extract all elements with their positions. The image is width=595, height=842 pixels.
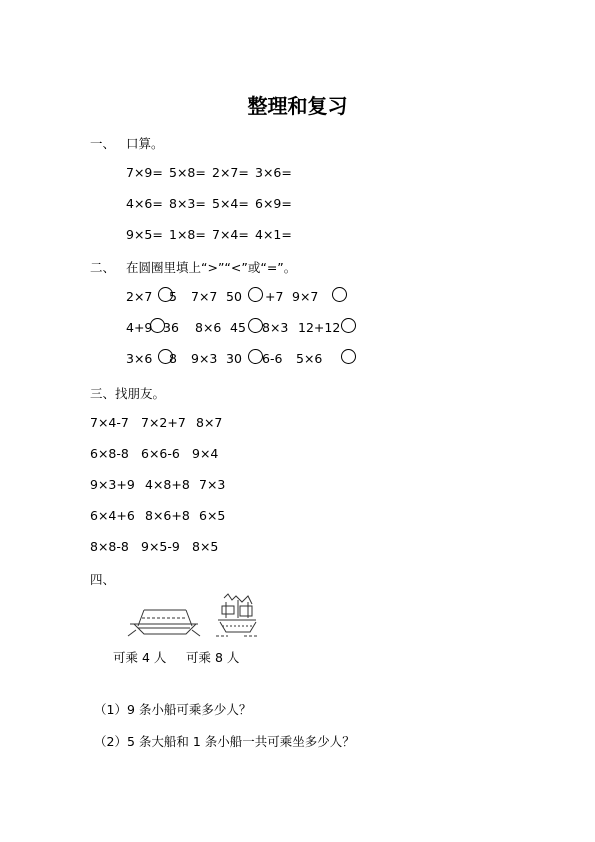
match-expression[interactable]: 9×4 [192, 446, 219, 461]
compare-answer-circle[interactable] [332, 287, 347, 302]
mental-math-item: 8×3= [169, 196, 206, 211]
mental-math-item: 4×6= [126, 196, 163, 211]
compare-answer-circle[interactable] [341, 318, 356, 333]
compare-expression: +7 [265, 289, 284, 304]
mental-math-item: 5×4= [212, 196, 249, 211]
compare-expression: 12+12 [298, 320, 341, 335]
page-title: 整理和复习 [247, 94, 348, 118]
compare-expression: 7×7 [191, 289, 218, 304]
match-expression[interactable]: 8×7 [196, 415, 223, 430]
match-expression[interactable]: 9×3+9 [90, 477, 135, 492]
match-expression[interactable]: 8×6+8 [145, 508, 190, 523]
match-expression[interactable]: 7×3 [199, 477, 226, 492]
compare-answer-circle[interactable] [248, 287, 263, 302]
compare-answer-circle[interactable] [150, 318, 165, 333]
mental-math-item: 3×6= [255, 165, 292, 180]
compare-expression: 8 [169, 351, 177, 366]
compare-answer-circle[interactable] [248, 349, 263, 364]
match-expression[interactable]: 6×8-8 [90, 446, 129, 461]
match-expression[interactable]: 8×5 [192, 539, 219, 554]
compare-expression: 4+9 [126, 320, 153, 335]
compare-expression: 9×7 [292, 289, 319, 304]
compare-expression: 3×6 [126, 351, 153, 366]
match-expression[interactable]: 7×4-7 [90, 415, 129, 430]
compare-expression: 5 [169, 289, 177, 304]
compare-answer-circle[interactable] [341, 349, 356, 364]
compare-expression: 6-6 [262, 351, 283, 366]
match-expression[interactable]: 4×8+8 [145, 477, 190, 492]
match-expression[interactable]: 8×8-8 [90, 539, 129, 554]
mental-math-item: 7×9= [126, 165, 163, 180]
compare-expression: 8×6 [195, 320, 222, 335]
section-4-label: 四、 [90, 572, 116, 587]
compare-expression: 36 [163, 320, 179, 335]
small-boat-image [126, 600, 202, 640]
section-2-label: 在圆圈里填上“>”“<”或“=”。 [126, 260, 297, 275]
mental-math-item: 4×1= [255, 227, 292, 242]
section-2-number: 二、 [90, 260, 116, 275]
mental-math-item: 7×4= [212, 227, 249, 242]
compare-expression: 8×3 [262, 320, 289, 335]
match-expression[interactable]: 6×6-6 [141, 446, 180, 461]
mental-math-item: 2×7= [212, 165, 249, 180]
compare-expression: 9×3 [191, 351, 218, 366]
match-expression[interactable]: 9×5-9 [141, 539, 180, 554]
mental-math-item: 9×5= [126, 227, 163, 242]
compare-answer-circle[interactable] [158, 349, 173, 364]
question-2: （2）5 条大船和 1 条小船一共可乘坐多少人？ [94, 734, 355, 749]
section-1-number: 一、 [90, 136, 116, 151]
section-1-label: 口算。 [126, 136, 164, 151]
match-expression[interactable]: 6×5 [199, 508, 226, 523]
compare-answer-circle[interactable] [158, 287, 173, 302]
mental-math-item: 5×8= [169, 165, 206, 180]
match-expression[interactable]: 7×2+7 [141, 415, 186, 430]
small-boat-caption: 可乘 4 人 [113, 650, 167, 665]
compare-expression: 30 [226, 351, 242, 366]
compare-expression: 2×7 [126, 289, 153, 304]
mental-math-item: 6×9= [255, 196, 292, 211]
section-3-label: 三、找朋友。 [90, 386, 166, 401]
compare-expression: 45 [230, 320, 246, 335]
big-boat-image [214, 592, 260, 640]
compare-expression: 5×6 [296, 351, 323, 366]
match-expression[interactable]: 6×4+6 [90, 508, 135, 523]
mental-math-item: 1×8= [169, 227, 206, 242]
question-1: （1）9 条小船可乘多少人？ [94, 702, 252, 717]
compare-answer-circle[interactable] [248, 318, 263, 333]
big-boat-caption: 可乘 8 人 [186, 650, 240, 665]
compare-expression: 50 [226, 289, 242, 304]
